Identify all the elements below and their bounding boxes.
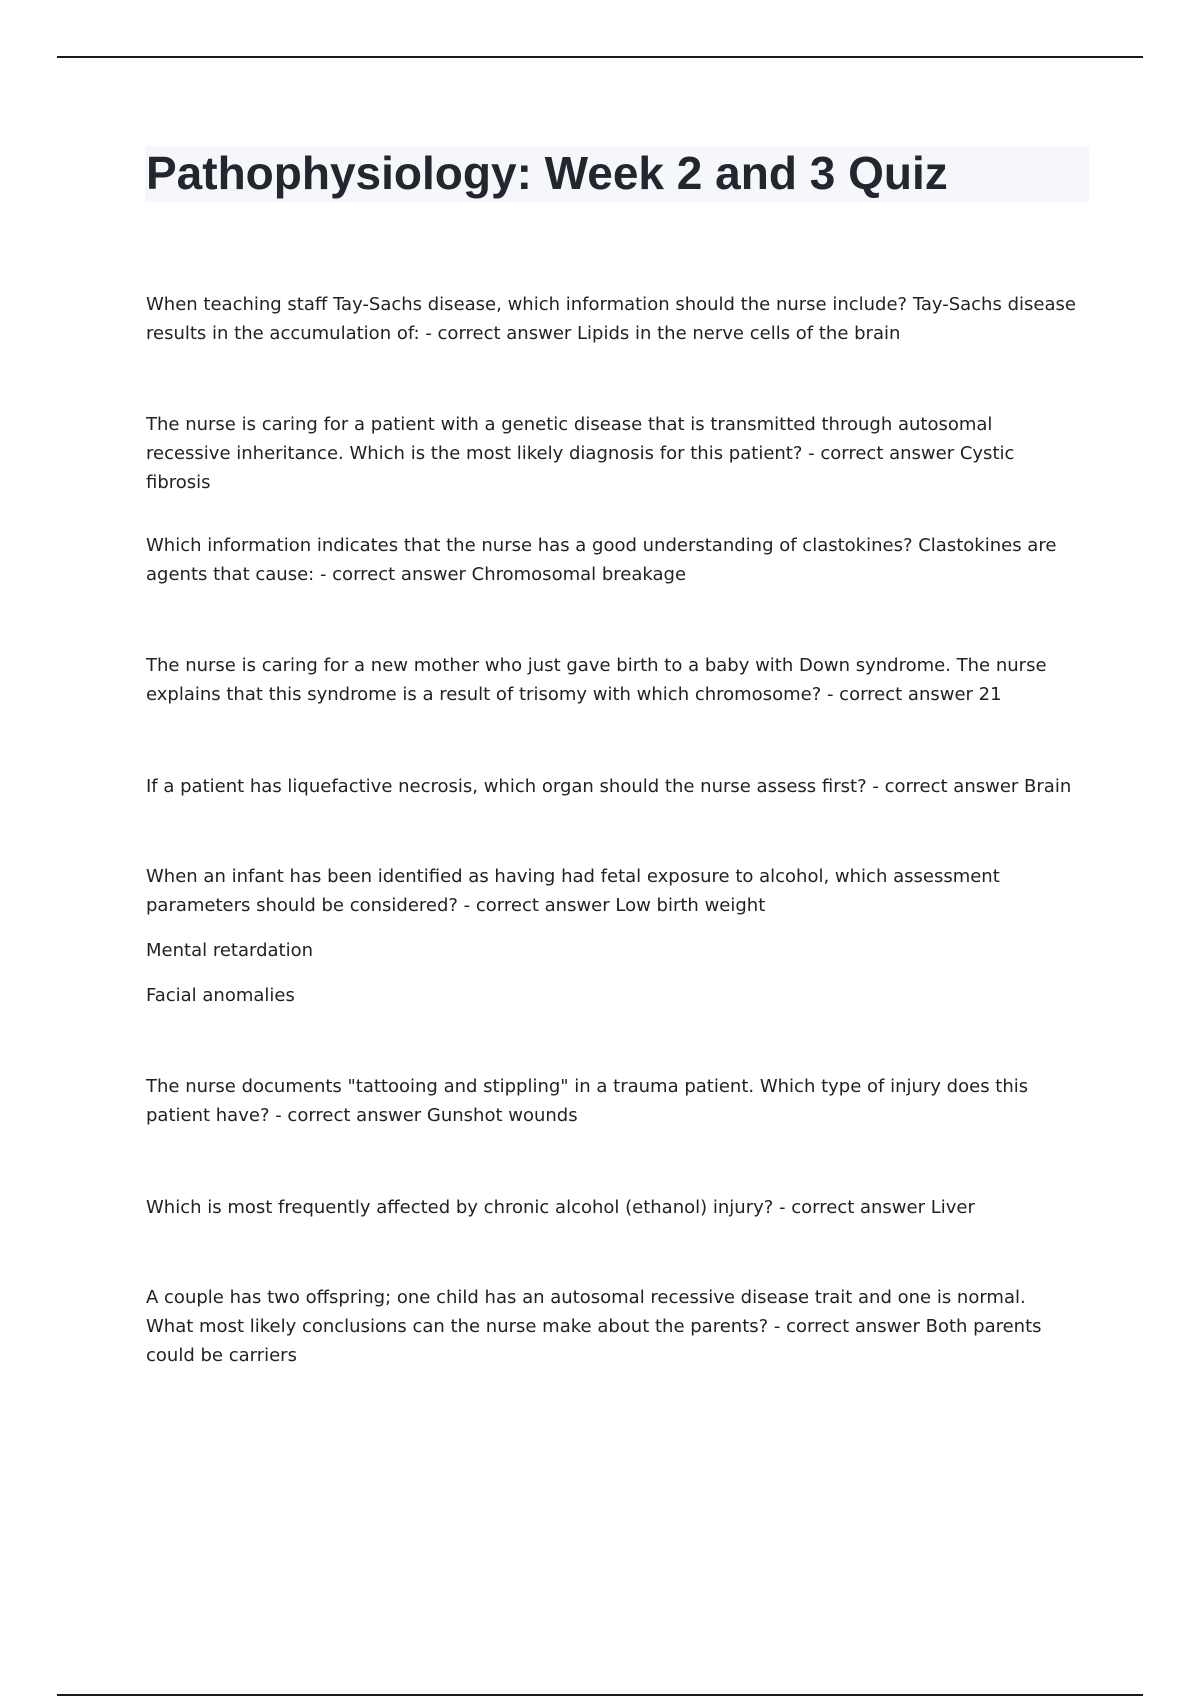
question-9 [146, 1283, 1076, 1370]
question-text: The nurse documents "tattooing and stippling" in a trauma patient. Which type of injury does this patient have? - correct answer Gunshot wounds [146, 1076, 1029, 1126]
question-text: Which is most frequently affected by chronic alcohol (ethanol) injury? - correct answer Liver [146, 1197, 975, 1218]
document-title: Pathophysiology: Week 2 and 3 Quiz [146, 147, 948, 199]
question-1 [146, 290, 1076, 348]
question-text: The nurse is caring for a patient with a genetic disease that is transmitted through autosomal recessive inheritance. Which is the most likely diagnosis for this patient? - correct answer Cystic fibrosis [146, 414, 1015, 493]
bottom-rule [57, 1694, 1143, 1696]
question-3 [146, 531, 1076, 589]
question-2 [146, 410, 1076, 497]
answer-line: Facial anomalies [146, 985, 295, 1006]
question-text: The nurse is caring for a new mother who just gave birth to a baby with Down syndrome. The nurse explains that this syndrome is a result of trisomy with which chromosome? - correct answer 21 [146, 655, 1047, 705]
question-text: When an infant has been identified as having had fetal exposure to alcohol, which assessment parameters should be considered? - correct answer Low birth weight [146, 866, 1000, 916]
question-text: Which information indicates that the nurse has a good understanding of clastokines? Clastokines are agents that cause: - correct answer Chromosomal breakage [146, 535, 1057, 585]
question-text: A couple has two offspring; one child has an autosomal recessive disease trait and one is normal. What most likely conclusions can the nurse make about the parents? - correct answer Both parents could be carriers [146, 1287, 1042, 1366]
question-text: When teaching staff Tay-Sachs disease, which information should the nurse include? Tay-Sachs disease results in the accumulation of: - correct answer Lipids in the nerve cells of the brain [146, 294, 1076, 344]
answer-line: Mental retardation [146, 940, 314, 961]
top-rule [57, 56, 1143, 58]
question-7 [146, 1072, 1076, 1130]
question-6 [146, 862, 1076, 1010]
question-text: If a patient has liquefactive necrosis, which organ should the nurse assess first? - correct answer Brain [146, 776, 1072, 797]
question-5 [146, 772, 1076, 801]
question-4 [146, 651, 1076, 709]
question-8 [146, 1193, 1076, 1222]
